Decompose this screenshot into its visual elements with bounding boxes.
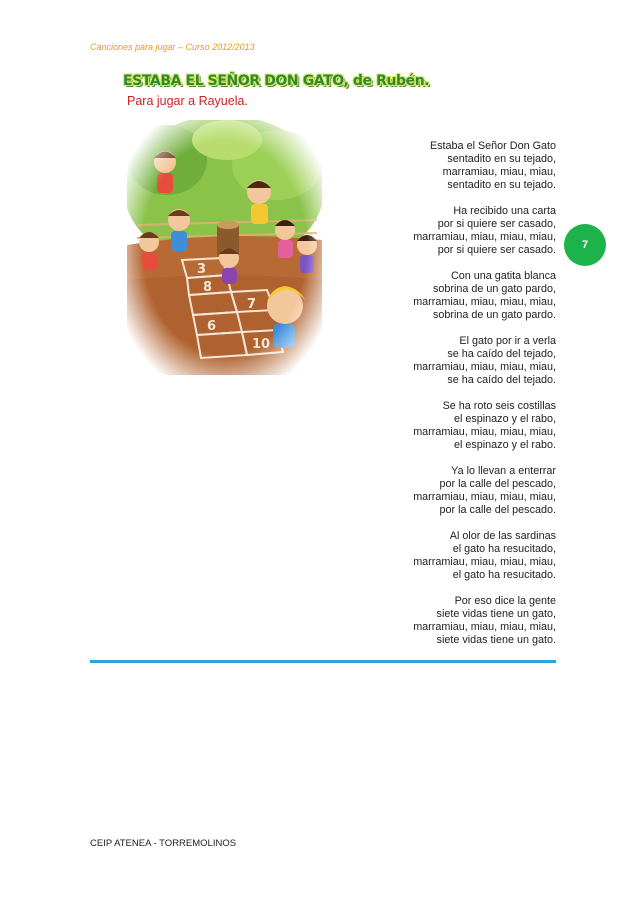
poem-stanza (398, 335, 556, 387)
poem-line: marramiau, miau, miau, miau, (413, 361, 556, 373)
poem-line: por la calle del pescado, (439, 478, 556, 490)
page-number-badge: 7 (564, 224, 606, 266)
poem-stanza (398, 465, 556, 517)
poem-line: siete vidas tiene un gato. (436, 634, 556, 646)
poem-line: siete vidas tiene un gato, (436, 608, 556, 620)
poem-line: sentadito en su tejado, (447, 153, 556, 165)
page-footer: CEIP ATENEA - TORREMOLINOS (90, 838, 237, 849)
poem-line: marramiau, miau, miau, miau, (413, 231, 556, 243)
hopscotch-illustration (127, 120, 322, 375)
poem (398, 140, 556, 660)
poem-line: marramiau, miau, miau, miau, (413, 491, 556, 503)
poem-line: Se ha roto seis costillas (442, 400, 556, 412)
poem-line: Estaba el Señor Don Gato (429, 140, 556, 152)
poem-line: Al olor de las sardinas (449, 530, 556, 542)
poem-line: se ha caído del tejado, (447, 348, 556, 360)
poem-line: sobrina de un gato pardo. (432, 309, 556, 321)
poem-line: sentadito en su tejado. (447, 179, 556, 191)
poem-stanza (398, 140, 556, 192)
poem-stanza (398, 270, 556, 322)
poem-line: Con una gatita blanca (450, 270, 556, 282)
section-divider (90, 660, 556, 663)
poem-line: marramiau, miau, miau, (442, 166, 556, 178)
poem-line: marramiau, miau, miau, miau, (413, 296, 556, 308)
song-subtitle: Para jugar a Rayuela. (127, 94, 248, 108)
running-header: Canciones para jugar – Curso 2012/2013 (90, 42, 255, 52)
poem-stanza (398, 205, 556, 257)
poem-line: marramiau, miau, miau, miau, (413, 621, 556, 633)
poem-stanza (398, 595, 556, 647)
poem-line: marramiau, miau, miau, miau, (413, 426, 556, 438)
poem-line: el gato ha resucitado, (452, 543, 556, 555)
poem-stanza (398, 530, 556, 582)
song-title: ESTABA EL SEÑOR DON GATO, de Rubén. (123, 73, 430, 89)
poem-stanza (398, 400, 556, 452)
poem-line: Por eso dice la gente (454, 595, 556, 607)
poem-line: por la calle del pescado. (439, 504, 556, 516)
poem-line: el espinazo y el rabo. (453, 439, 556, 451)
poem-line: por si quiere ser casado. (437, 244, 556, 256)
poem-line: marramiau, miau, miau, miau, (413, 556, 556, 568)
poem-line: El gato por ir a verla (459, 335, 556, 347)
poem-line: Ya lo llevan a enterrar (451, 465, 556, 477)
poem-line: se ha caído del tejado. (447, 374, 556, 386)
poem-line: el gato ha resucitado. (452, 569, 556, 581)
poem-line: por si quiere ser casado, (437, 218, 556, 230)
poem-line: el espinazo y el rabo, (453, 413, 556, 425)
poem-line: Ha recibido una carta (453, 205, 556, 217)
poem-line: sobrina de un gato pardo, (432, 283, 556, 295)
